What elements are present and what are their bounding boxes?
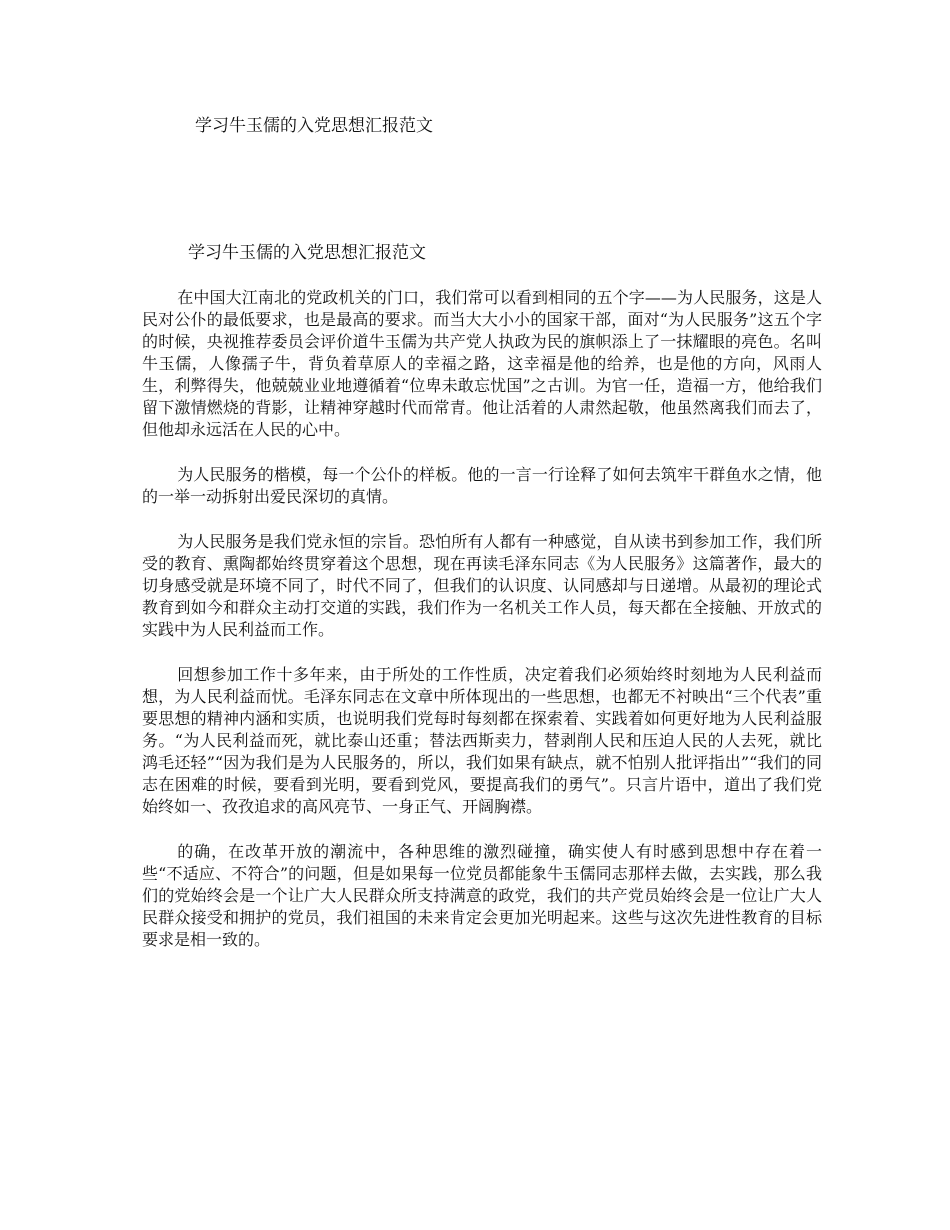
document-body xyxy=(142,241,822,974)
page-header-title: 学习牛玉儒的入党思想汇报范文 xyxy=(195,116,433,136)
paragraph-2: 为人民服务的楷模，每一个公仆的样板。他的一言一行诠释了如何去筑牢干群鱼水之情，他的一举一动拆射出爱民深切的真情。 xyxy=(142,465,822,506)
paragraph-5: 的确，在改革开放的潮流中，各种思维的激烈碰撞，确实使人有时感到思想中存在着一些“不适应、不符合”的问题，但是如果每一位党员都能象牛玉儒同志那样去做，去实践，那么我们的党始终会是一个让广大人民群众所支持满意的政党，我们的共产党员始终会是一位让广大人民群众接受和拥护的党员，我们祖国的未来肯定会更加光明起来。这些与这次先进性教育的目标要求是相一致的。 xyxy=(142,842,822,949)
document-title: 学习牛玉儒的入党思想汇报范文 xyxy=(188,243,426,263)
paragraph-4: 回想参加工作十多年来，由于所处的工作性质，决定着我们必须始终时刻地为人民利益而想，为人民利益而忧。毛泽东同志在文章中所体现出的一些思想，也都无不衬映出“三个代表”重要思想的精神内涵和实质，也说明我们党每时每刻都在探索着、实践着如何更好地为人民利益服务。“为人民利益而死，就比泰山还重；替法西斯卖力，替剥削人民和压迫人民的人去死，就比鸿毛还轻”“因为我们是为人民服务的，所以，我们如果有缺点，就不怕别人批评指出”“我们的同志在困难的时候，要看到光明，要看到党风，要提高我们的勇气”。只言片语中，道出了我们党始终如一、孜孜追求的高风亮节、一身正气、开阔胸襟。 xyxy=(142,665,822,816)
paragraph-1: 在中国大江南北的党政机关的门口，我们常可以看到相同的五个字——为人民服务，这是人民对公仆的最低要求，也是最高的要求。而当大大小小的国家干部，面对“为人民服务”这五个字的时候，央视推荐委员会评价道牛玉儒为共产党人执政为民的旗帜添上了一抹耀眼的亮色。名叫牛玉儒，人像孺子牛，背负着草原人的幸福之路，这幸福是他的给养，也是他的方向，风雨人生，利弊得失，他兢兢业业地遵循着“位卑未敢忘忧国”之古训。为官一任，造福一方，他给我们留下激情燃烧的背影，让精神穿越时代而常青。他让活着的人肃然起敬，他虽然离我们而去了，但他却永远活在人民的心中。 xyxy=(142,288,822,439)
paragraph-3: 为人民服务是我们党永恒的宗旨。恐怕所有人都有一种感觉，自从读书到参加工作，我们所受的教育、熏陶都始终贯穿着这个思想，现在再读毛泽东同志《为人民服务》这篇著作，最大的切身感受就是环境不同了，时代不同了，但我们的认识度、认同感却与日递增。从最初的理论式教育到如今和群众主动打交道的实践，我们作为一名机关工作人员，每天都在全接触、开放式的实践中为人民利益而工作。 xyxy=(142,532,822,639)
